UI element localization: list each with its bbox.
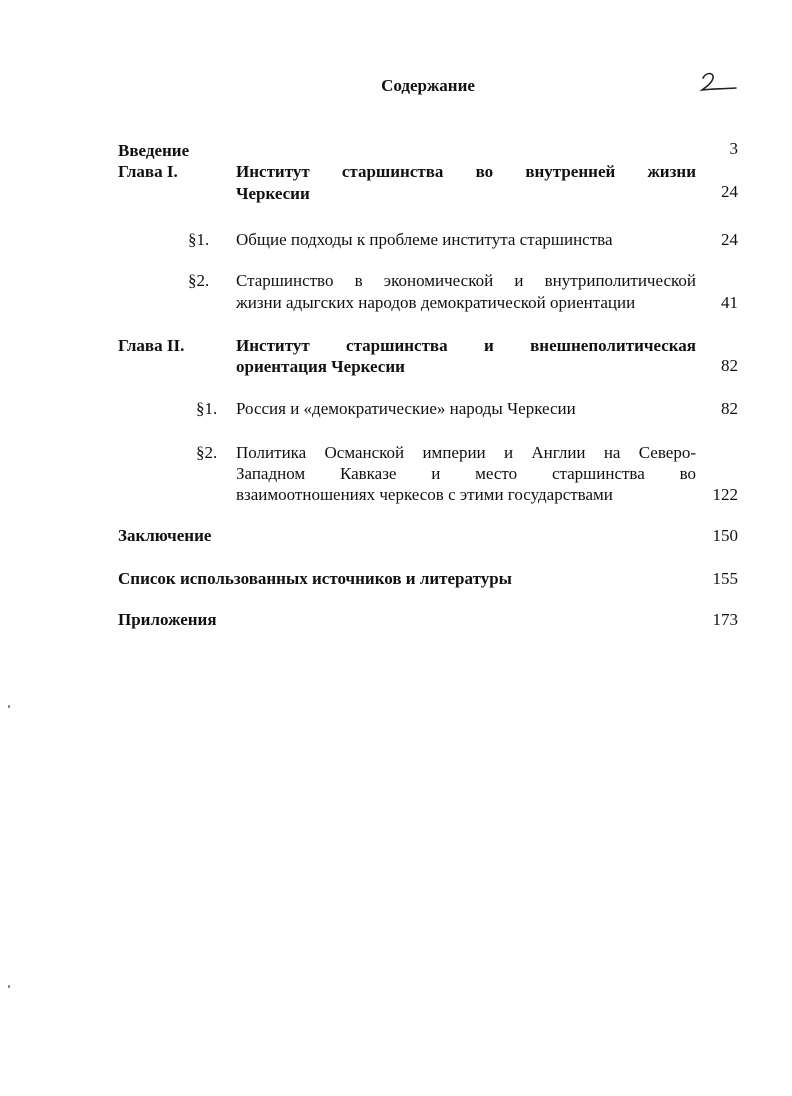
toc-chapter1-title-line1: Институт старшинства во внутренней жизни — [236, 162, 696, 181]
toc-conclusion-label: Заключение — [118, 526, 212, 545]
page-title: Содержание — [381, 76, 475, 95]
toc-ch1-sec1-line1: Общие подходы к проблеме института старшинства — [236, 230, 613, 249]
toc-ch2-sec2-label: §2. — [196, 443, 218, 462]
toc-chapter1-title-line2: Черкесии — [236, 184, 310, 203]
toc-appendices-page: 173 — [712, 610, 738, 629]
toc-ch1-sec2-line1: Старшинство в экономической и внутриполитической — [236, 271, 696, 290]
toc-chapter2-page: 82 — [721, 356, 738, 375]
toc-conclusion-page: 150 — [712, 526, 738, 545]
toc-ch1-sec1-label: §1. — [188, 230, 210, 249]
toc-intro-label: Введение — [118, 141, 190, 160]
toc-ch2-sec2-page: 122 — [712, 485, 738, 504]
toc-chapter2-title-line1: Институт старшинства и внешнеполитическая — [236, 336, 696, 355]
scan-speck — [8, 705, 10, 708]
toc-ch2-sec1-label: §1. — [196, 399, 218, 418]
toc-ch2-sec2-line3: взаимоотношениях черкесов с этими государствами — [236, 485, 613, 504]
toc-appendices-label: Приложения — [118, 610, 217, 629]
toc-chapter1-label: Глава I. — [118, 162, 178, 181]
handwritten-page-number — [700, 70, 740, 96]
toc-ch1-sec2-line2: жизни адыгских народов демократической ориентации — [236, 293, 636, 312]
toc-intro-page: 3 — [729, 139, 738, 158]
toc-ch1-sec1-page: 24 — [721, 230, 738, 249]
scan-speck — [8, 985, 10, 988]
toc-ch1-sec2-page: 41 — [721, 293, 738, 312]
toc-ch2-sec1-page: 82 — [721, 399, 738, 418]
toc-bibliography-page: 155 — [712, 569, 738, 588]
toc-ch1-sec2-label: §2. — [188, 271, 210, 290]
toc-bibliography-label: Список использованных источников и литературы — [118, 569, 512, 588]
toc-chapter2-label: Глава II. — [118, 336, 185, 355]
toc-ch2-sec2-line1: Политика Османской империи и Англии на Северо- — [236, 443, 696, 462]
toc-ch2-sec2-line2: Западном Кавказе и место старшинства во — [236, 464, 696, 483]
toc-chapter2-title-line2: ориентация Черкесии — [236, 357, 405, 376]
toc-ch2-sec1-line1: Россия и «демократические» народы Черкесии — [236, 399, 576, 418]
toc-chapter1-page: 24 — [721, 182, 738, 201]
